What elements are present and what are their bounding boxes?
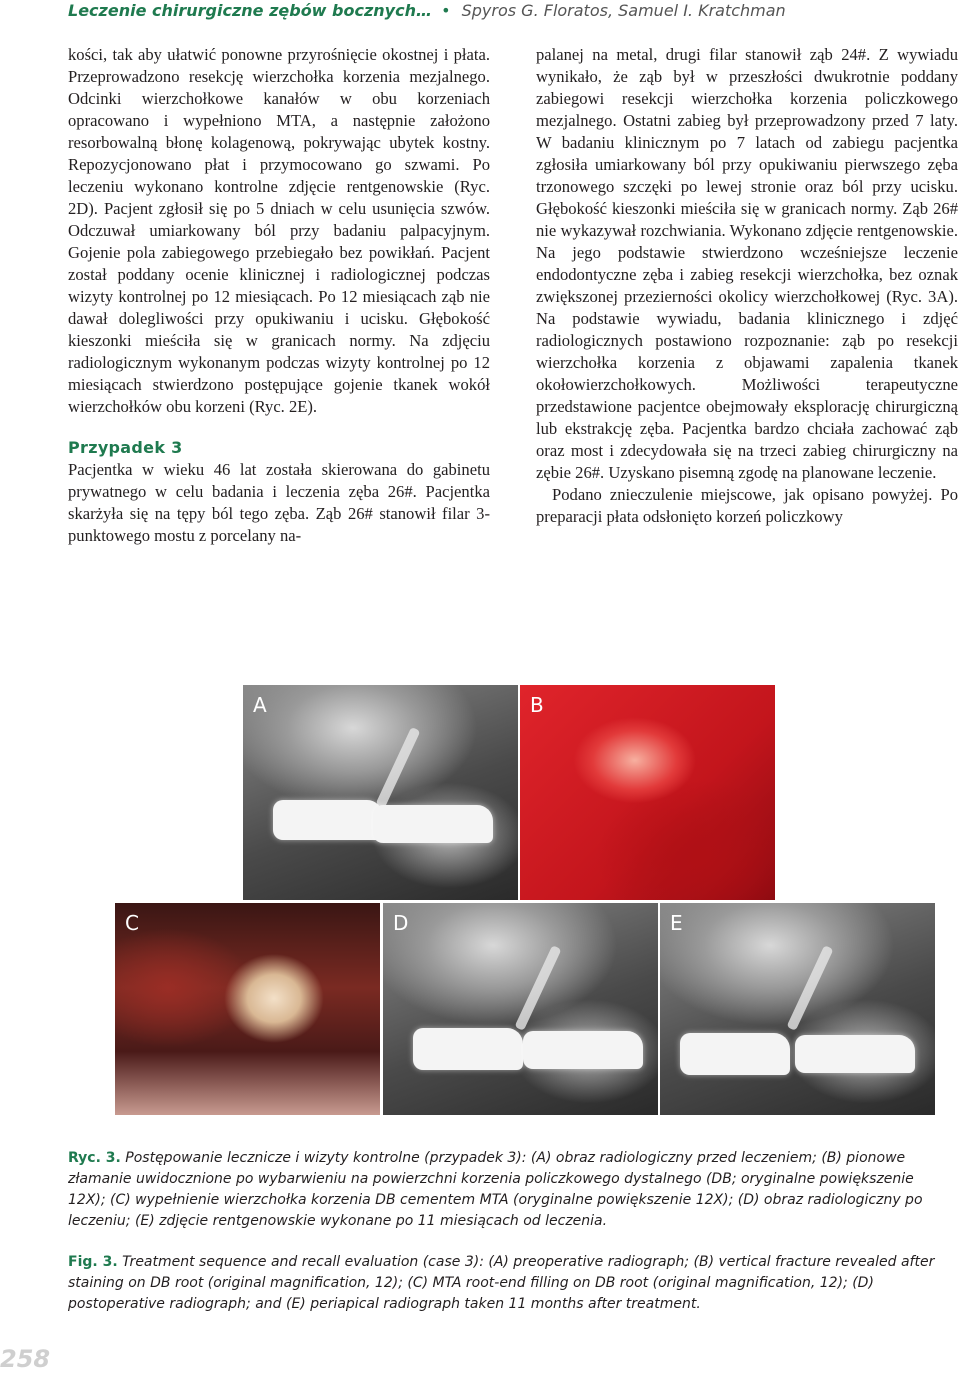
figure-panel-b-photo [520,685,775,900]
right-paragraph-2: Podano znieczulenie miejscowe, jak opisano powyżej. Po preparacji płata odsłonięto korzeń policzkowy [536,485,958,526]
panel-label-b: B [530,693,544,717]
right-paragraph-1: palanej na metal, drugi filar stanowił ząb 24#. Z wywiadu wynikało, że ząb był w przeszłości dwukrotnie poddany zabiegowi resekcji wierzchołka korzenia policzkowego mezjalnego. Ostatni zabieg był przeprowadzony przed 7 laty. W badaniu klinicznym po 7 latach od zabiegu pacjentka zgłosiła umiarkowany ból przy opukiwaniu pierwszego zęba trzonowego szczęki po lewej stronie oraz ból przy ucisku. Głębokość kieszonki mieściła się w granicach normy. Ząb 26# nie wykazywał rozchwiania. Wykonano zdjęcie rentgenowskie. Na jego podstawie stwierdzono wcześniejsze leczenie endodontyczne zęba i zabieg resekcji wierzchołka, bez oznak zwiększonej przezierności okolicy wierzchołkowej (Ryc. 3A). Na podstawie wywiadu, badania klinicznego i zdjęć radiologicznych postawiono rozpoznanie: ząb po resekcji wierzchołka korzenia z objawami zapalenia tkanek okołowierzchołkowych. Możliwości terapeutyczne przedstawione pacjentce obejmowały eksplorację chirurgiczną lub ekstrakcję zęba. Pacjentka bardzo chciała zachować ząb oraz most i zdecydowała się na trzeci zabieg chirurgiczny na zębie 26#. Uzyskano pisemną zgodę na planowane leczenie. [536,45,958,482]
crown-restoration [680,1033,790,1075]
figure-panel-c-photo [115,903,380,1115]
panel-label-a: A [253,693,267,717]
caption-pl-label: Ryc. 3. [68,1150,121,1166]
root-filling [786,945,833,1031]
header-separator: • [441,1,451,20]
figure-caption-english [68,1252,940,1315]
panel-label-c: C [125,911,139,935]
panel-label-e: E [670,911,683,935]
figure-caption-polish [68,1148,940,1232]
left-paragraph-1: kości, tak aby ułatwić ponowne przyrośnięcie okostnej i płata. Przeprowadzono resekcję wierzchołka korzenia mezjalnego. Odcinki wierzchołkowe kanałów w obu korzeniach opracowano i wypełniono MTA, a następnie założono resorbowalną błonę kolagenową, pokrywając ubytek kostny. Repozycjonowano płat i przymocowano go szwami. Po leczeniu wykonano kontrolne zdjęcie rentgenowskie (Ryc. 2D). Pacjent zgłosił się po 5 dniach w celu usunięcia szwów. Odczuwał umiarkowany ból przy badaniu palpacyjnym. Gojenie pola zabiegowego przebiegało bez powikłań. Pacjent został poddany ocenie klinicznej i radiologicznej podczas wizyty kontrolnej po 12 miesiącach. Po 12 miesiącach ząb nie dawał dolegliwości przy opukiwaniu i ucisku. Głębokość kieszonki mieściła się w granicach normy. Na zdjęciu radiologicznym wykonanym podczas wizyty kontrolnej po 12 miesiącach stwierdzono postępujące gojenie tkanek wokół wierzchołków obu korzeni (Ryc. 2E). [68,45,490,416]
figure-panel-d-radiograph [383,903,658,1115]
panel-label-d: D [393,911,409,935]
crown-restoration [273,800,383,840]
page-number: 258 [0,1345,51,1373]
crown-restoration [413,1028,523,1070]
header-title: Leczenie chirurgiczne zębów bocznych… [68,1,432,20]
root-filling [376,727,421,808]
crown-restoration [373,805,493,843]
header-authors: Spyros G. Floratos, Samuel I. Kratchman [461,1,786,20]
right-column [536,44,958,528]
running-header [68,0,938,26]
root-filling [514,945,561,1031]
crown-restoration [795,1035,915,1073]
figure-panel-a-radiograph [243,685,518,900]
caption-pl-text: Postępowanie lecznicze i wizyty kontrolne (przypadek 3): (A) obraz radiologiczny przed leczeniem; (B) pionowe złamanie uwidocznione po wybarwieniu na powierzchni korzenia policzkowego dystalnego (DB; oryginalne powiększenie 12X); (C) wypełnienie wierzchołka korzenia DB cementem MTA (oryginalne powiększenie 12X); (D) obraz radiologiczny po leczeniu; (E) zdjęcie rentgenowskie wykonane po 11 miesiącach od leczenia. [68,1150,923,1229]
left-paragraph-2: Pacjentka w wieku 46 lat została skierowana do gabinetu prywatnego w celu badania i leczenia zęba 26#. Pacjentka skarżyła się na tępy ból tego zęba. Ząb 26# stanowił filar 3-punktowego mostu z porcelany na- [68,460,490,545]
figure-panel-e-radiograph [660,903,935,1115]
section-heading-case-3: Przypadek 3 [68,438,183,457]
crown-restoration [523,1031,643,1069]
caption-en-text: Treatment sequence and recall evaluation (case 3): (A) preoperative radiograph; (B) vertical fracture revealed after staining on DB root (original magnification, 12); (C) MTA root-end filling on DB root (original magnification, 12); (D) postoperative radiograph; and (E) periapical radiograph taken 11 months after treatment. [68,1254,935,1312]
left-column [68,44,490,547]
caption-en-label: Fig. 3. [68,1254,118,1270]
